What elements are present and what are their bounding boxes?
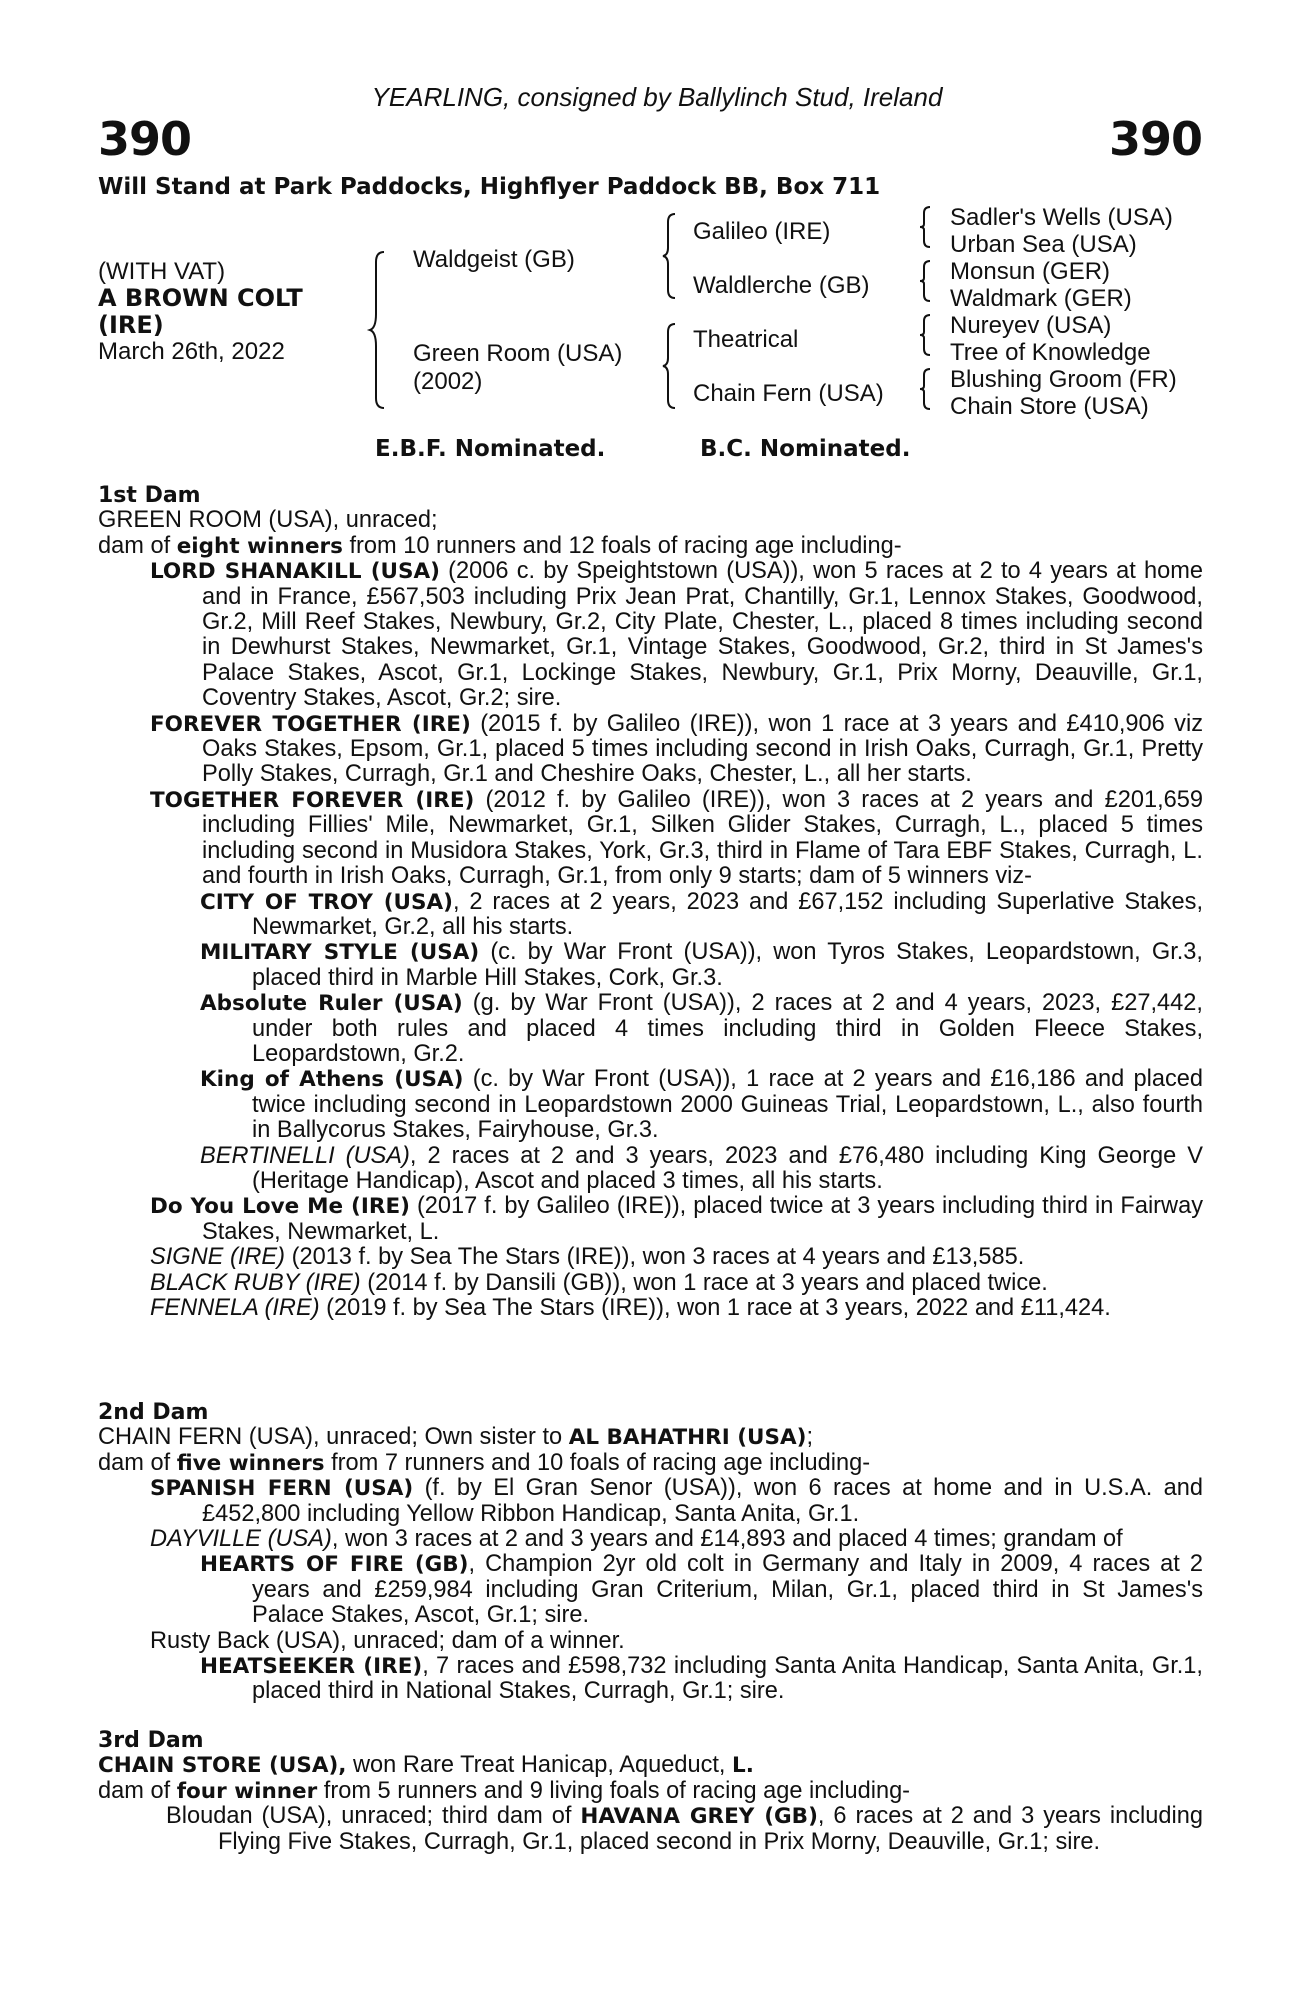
pedigree-brace-6: [920, 313, 934, 357]
pedigree-brace-2: [663, 212, 681, 300]
second-dam-title: 2nd Dam: [98, 1400, 209, 1425]
pedigree-sire-dam: Waldlerche (GB): [693, 272, 870, 299]
ebf-nomination: E.B.F. Nominated.: [375, 436, 606, 462]
pedigree-dam-dam: Chain Fern (USA): [693, 380, 884, 407]
pedigree-brace-4: [920, 205, 934, 249]
pedigree-dds: Blushing Groom (FR): [950, 366, 1177, 393]
first-dam-intro: GREEN ROOM (USA), unraced;: [98, 507, 438, 534]
produce-entry: BLACK RUBY (IRE) (2014 f. by Dansili (GB)), won 1 race at 3 years and placed twice.: [150, 1269, 1048, 1296]
produce-entry: SIGNE (IRE) (2013 f. by Sea The Stars (IRE)), won 3 races at 4 years and £13,585.: [150, 1244, 1025, 1271]
produce-entry: Do You Love Me (IRE) (2017 f. by Galileo (IRE)), placed twice at 3 years including third in Fairway Stakes, Newmarket, L.: [150, 1193, 1203, 1245]
vat-label: (WITH VAT): [98, 258, 226, 285]
pedigree-sdd: Waldmark (GER): [950, 285, 1132, 312]
produce-entry: FOREVER TOGETHER (IRE) (2015 f. by Galileo (IRE)), won 1 race at 3 years and £410,906 viz Oaks Stakes, Epsom, Gr.1, placed 5 times including second in Irish Oaks, Curragh, Gr.1, Pretty Polly Stakes, Curragh, Gr.1 and Cheshire Oaks, Chester, L., all her starts.: [150, 710, 1203, 788]
second-dam-section: [98, 1400, 1203, 1705]
produce-entry: MILITARY STYLE (USA) (c. by War Front (USA)), won Tyros Stakes, Leopardstown, Gr.3, placed third in Marble Hill Stakes, Cork, Gr.3.: [200, 939, 1203, 991]
horse-name: A BROWN COLT: [98, 284, 303, 312]
first-dam-section: [98, 483, 1203, 1321]
produce-entry: DAYVILLE (USA), won 3 races at 2 and 3 years and £14,893 and placed 4 times; grandam of: [150, 1526, 1123, 1553]
produce-entry: BERTINELLI (USA), 2 races at 2 and 3 years, 2023 and £76,480 including King George V (Heritage Handicap), Ascot and placed 3 times, all his starts.: [200, 1142, 1203, 1194]
pedigree-sire: Waldgeist (GB): [413, 246, 575, 273]
third-dam-produce-summary: dam of four winner from 5 runners and 9 living foals of racing age including-: [98, 1777, 911, 1804]
second-dam-intro: CHAIN FERN (USA), unraced; Own sister to AL BAHATHRI (USA);: [98, 1424, 813, 1451]
pedigree-dam-sire: Theatrical: [693, 326, 799, 353]
third-dam-title: 3rd Dam: [98, 1728, 204, 1753]
pedigree-sss: Sadler's Wells (USA): [950, 204, 1173, 231]
produce-entry: CITY OF TROY (USA), 2 races at 2 years, 2023 and £67,152 including Superlative Stakes, Newmarket, Gr.2, all his starts.: [200, 888, 1204, 940]
produce-entry: Bloudan (USA), unraced; third dam of HAVANA GREY (GB), 6 races at 2 and 3 years including Flying Five Stakes, Curragh, Gr.1, placed second in Prix Morny, Deauville, Gr.1; sire.: [166, 1803, 1203, 1855]
produce-entry: TOGETHER FOREVER (IRE) (2012 f. by Galileo (IRE)), won 3 races at 2 years and £201,659 including Fillies' Mile, Newmarket, Gr.1, Silken Glider Stakes, Curragh, L., placed 5 times including second in Musidora Stakes, York, Gr.3, third in Flame of Tara EBF Stakes, Curragh, L. and fourth in Irish Oaks, Curragh, Gr.1, from only 9 starts; dam of 5 winners viz-: [150, 786, 1203, 890]
first-dam-title: 1st Dam: [98, 483, 201, 508]
pedigree-sire-sire: Galileo (IRE): [693, 218, 831, 245]
pedigree-dsd: Tree of Knowledge: [950, 339, 1151, 366]
pedigree-sds: Monsun (GER): [950, 258, 1111, 285]
produce-entry: HEATSEEKER (IRE), 7 races and £598,732 including Santa Anita Handicap, Santa Anita, Gr.1, placed third in National Stakes, Curragh, Gr.1; sire.: [200, 1653, 1203, 1705]
produce-entry: SPANISH FERN (USA) (f. by El Gran Senor (USA)), won 6 races at home and in U.S.A. and £452,800 including Yellow Ribbon Handicap, Santa Anita, Gr.1.: [150, 1475, 1203, 1527]
pedigree-ssd: Urban Sea (USA): [950, 231, 1137, 258]
pedigree-brace-5: [920, 259, 934, 303]
second-dam-produce-summary: dam of five winners from 7 runners and 10 foals of racing age including-: [98, 1449, 871, 1476]
third-dam-intro: CHAIN STORE (USA), won Rare Treat Hanicap, Aqueduct, L.: [98, 1752, 754, 1779]
pedigree-dam: Green Room (USA): [413, 340, 623, 367]
horse-origin: (IRE): [98, 311, 164, 339]
first-dam-produce-summary: dam of eight winners from 10 runners and 12 foals of racing age including-: [98, 532, 902, 559]
lot-number-left: 390: [98, 112, 192, 166]
bc-nomination: B.C. Nominated.: [700, 436, 911, 462]
consignment-header: YEARLING, consigned by Ballylinch Stud, Ireland: [371, 82, 943, 112]
produce-entry: Absolute Ruler (USA) (g. by War Front (USA)), 2 races at 2 and 4 years, 2023, £27,442, under both rules and placed 4 times including third in Golden Fleece Stakes, Leopardstown, Gr.2.: [200, 990, 1203, 1067]
produce-entry: FENNELA (IRE) (2019 f. by Sea The Stars (IRE)), won 1 race at 3 years, 2022 and £11,424.: [150, 1295, 1111, 1321]
foaling-date: March 26th, 2022: [98, 338, 285, 365]
pedigree-ddd: Chain Store (USA): [950, 393, 1149, 420]
produce-entry: HEARTS OF FIRE (GB), Champion 2yr old colt in Germany and Italy in 2009, 4 races at 2 years and £259,984 including Gran Criterium, Milan, Gr.1, placed third in St James's Palace Stakes, Ascot, Gr.1; sire.: [200, 1551, 1203, 1629]
pedigree-dam-year: (2002): [413, 368, 483, 395]
produce-entry: King of Athens (USA) (c. by War Front (USA)), 1 race at 2 years and £16,186 and placed twice including second in Leopardstown 2000 Guineas Trial, Leopardstown, L., also fourth in Ballycorus Stakes, Fairyhouse, Gr.3.: [200, 1066, 1203, 1144]
stand-location: Will Stand at Park Paddocks, Highflyer Paddock BB, Box 711: [98, 174, 881, 200]
pedigree-brace-1: [370, 250, 390, 410]
pedigree-brace-7: [920, 367, 934, 411]
third-dam-section: [98, 1728, 1203, 1855]
produce-entry: Rusty Back (USA), unraced; dam of a winner.: [150, 1627, 625, 1654]
pedigree-dss: Nureyev (USA): [950, 312, 1112, 339]
pedigree-brace-3: [663, 322, 681, 410]
lot-number-right: 390: [1108, 112, 1202, 166]
produce-entry: LORD SHANAKILL (USA) (2006 c. by Speightstown (USA)), won 5 races at 2 to 4 years at home and in France, £567,503 including Prix Jean Prat, Chantilly, Gr.1, Lennox Stakes, Goodwood, Gr.2, Mill Reef Stakes, Newbury, Gr.2, City Plate, Chester, L., placed 8 times including second in Dewhurst Stakes, Newmarket, Gr.1, Vintage Stakes, Goodwood, Gr.2, third in St James's Palace Stakes, Ascot, Gr.1, Lockinge Stakes, Newbury, Gr.1, Prix Morny, Deauville, Gr.1, Coventry Stakes, Ascot, Gr.2; sire.: [150, 558, 1203, 712]
